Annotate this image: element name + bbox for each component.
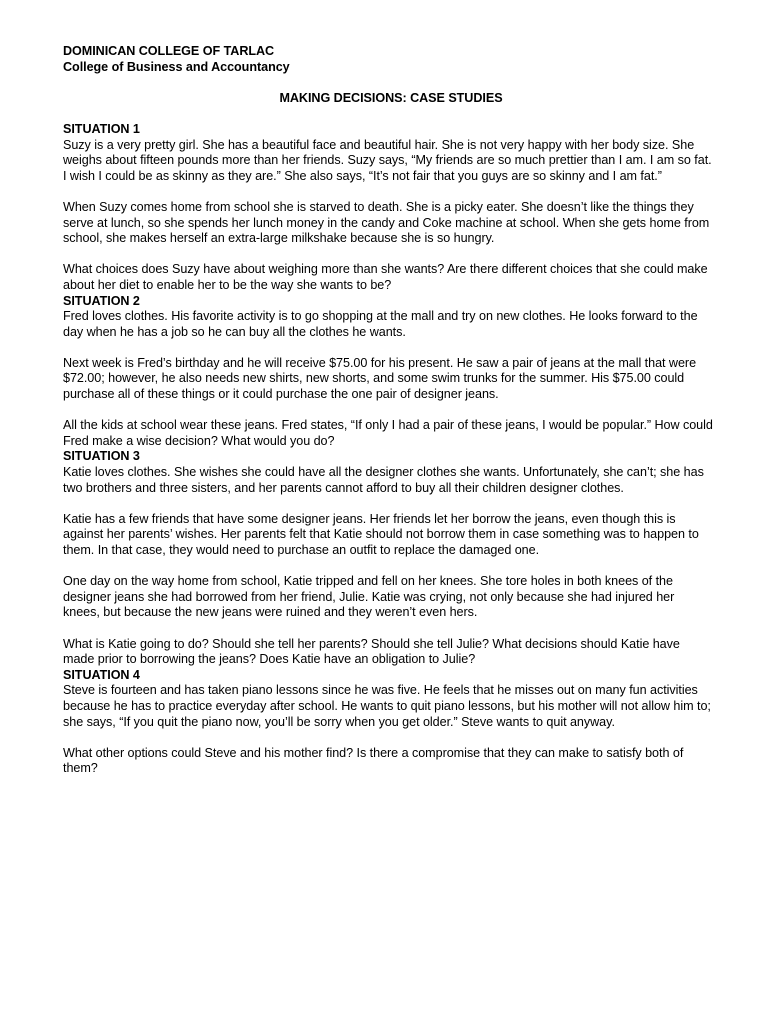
document-page xyxy=(63,44,713,777)
situation-paragraph: What choices does Suzy have about weighing more than she wants? Are there different choices that she could make about her diet to enable her to be the way she wants to be? xyxy=(63,262,708,292)
situations-list xyxy=(63,122,713,777)
situation-heading: SITUATION 2 xyxy=(63,293,140,308)
situation-paragraph: When Suzy comes home from school she is starved to death. She is a picky eater. She doesn’t like the things they serve at lunch, so she spends her lunch money in the candy and Coke machine at school. When she gets home from school, she makes herself an extra-large milkshake because she is so hungry. xyxy=(63,199,710,246)
situation-paragraph: Steve is fourteen and has taken piano lessons since he was five. He feels that he misses out on many fun activities because he has to practice everyday after school. He wants to quit piano lessons, but his mother will not allow him to; she says, “If you quit the piano now, you’ll be sorry when you get older.” Steve wants to quit anyway. xyxy=(63,683,711,729)
situation-3 xyxy=(63,449,713,667)
situation-paragraph: One day on the way home from school, Katie tripped and fell on her knees. She tore holes in both knees of the designer jeans she had borrowed from her friend, Julie. Katie was crying, not only because she had injured her knees, but because the new jeans were ruined and they weren’t even hers. xyxy=(63,574,675,620)
situation-paragraph: What is Katie going to do? Should she tell her parents? Should she tell Julie? What decisions should Katie have made prior to borrowing the jeans? Does Katie have an obligation to Julie? xyxy=(63,636,680,667)
situation-4 xyxy=(63,668,713,777)
situation-paragraph: All the kids at school wear these jeans. Fred states, “If only I had a pair of these jeans, I would be popular.” How could Fred make a wise decision? What would you do? xyxy=(63,418,713,448)
situation-paragraph: What other options could Steve and his mother find? Is there a compromise that they can make to satisfy both of them? xyxy=(63,745,684,776)
situation-1 xyxy=(63,122,713,294)
situation-heading: SITUATION 3 xyxy=(63,449,140,464)
situation-heading: SITUATION 4 xyxy=(63,667,140,682)
situation-paragraph: Fred loves clothes. His favorite activity is to go shopping at the mall and try on new clothes. He looks forward to the day when he has a job so he can buy all the clothes he wants. xyxy=(63,309,698,339)
college-name: College of Business and Accountancy xyxy=(63,59,290,74)
situation-paragraph: Katie has a few friends that have some designer jeans. Her friends let her borrow the jeans, even though this is against her parents’ wishes. Her parents felt that Katie should not borrow them in case something was to happen to them. In that case, they would need to purchase an outfit to replace the damaged one. xyxy=(63,511,699,557)
situation-paragraph: Suzy is a very pretty girl. She has a beautiful face and beautiful hair. She is not very happy with her body size. She weighs about fifteen pounds more than her friends. Suzy says, “My friends are so much prettier than I am. I am so fat. I wish I could be as skinny as they are.” She also says, “It’s not fair that you guys are so skinny and I am fat.” xyxy=(63,137,712,183)
situation-paragraph: Next week is Fred’s birthday and he will receive $75.00 for his present. He saw a pair of jeans at the mall that were $72.00; however, he also needs new shirts, new shorts, and some swim trunks for the summer. His $75.00 could purchase all of these things or it could purchase the one pair of designer jeans. xyxy=(63,355,697,402)
situation-paragraph: Katie loves clothes. She wishes she could have all the designer clothes she wants. Unfortunately, she can’t; she has two brothers and three sisters, and her parents cannot afford to buy all their children designer clothes. xyxy=(63,465,704,495)
situation-heading: SITUATION 1 xyxy=(63,121,140,136)
institution-name: DOMINICAN COLLEGE OF TARLAC xyxy=(63,44,275,58)
situation-2 xyxy=(63,294,713,450)
document-title: MAKING DECISIONS: CASE STUDIES xyxy=(279,90,503,105)
